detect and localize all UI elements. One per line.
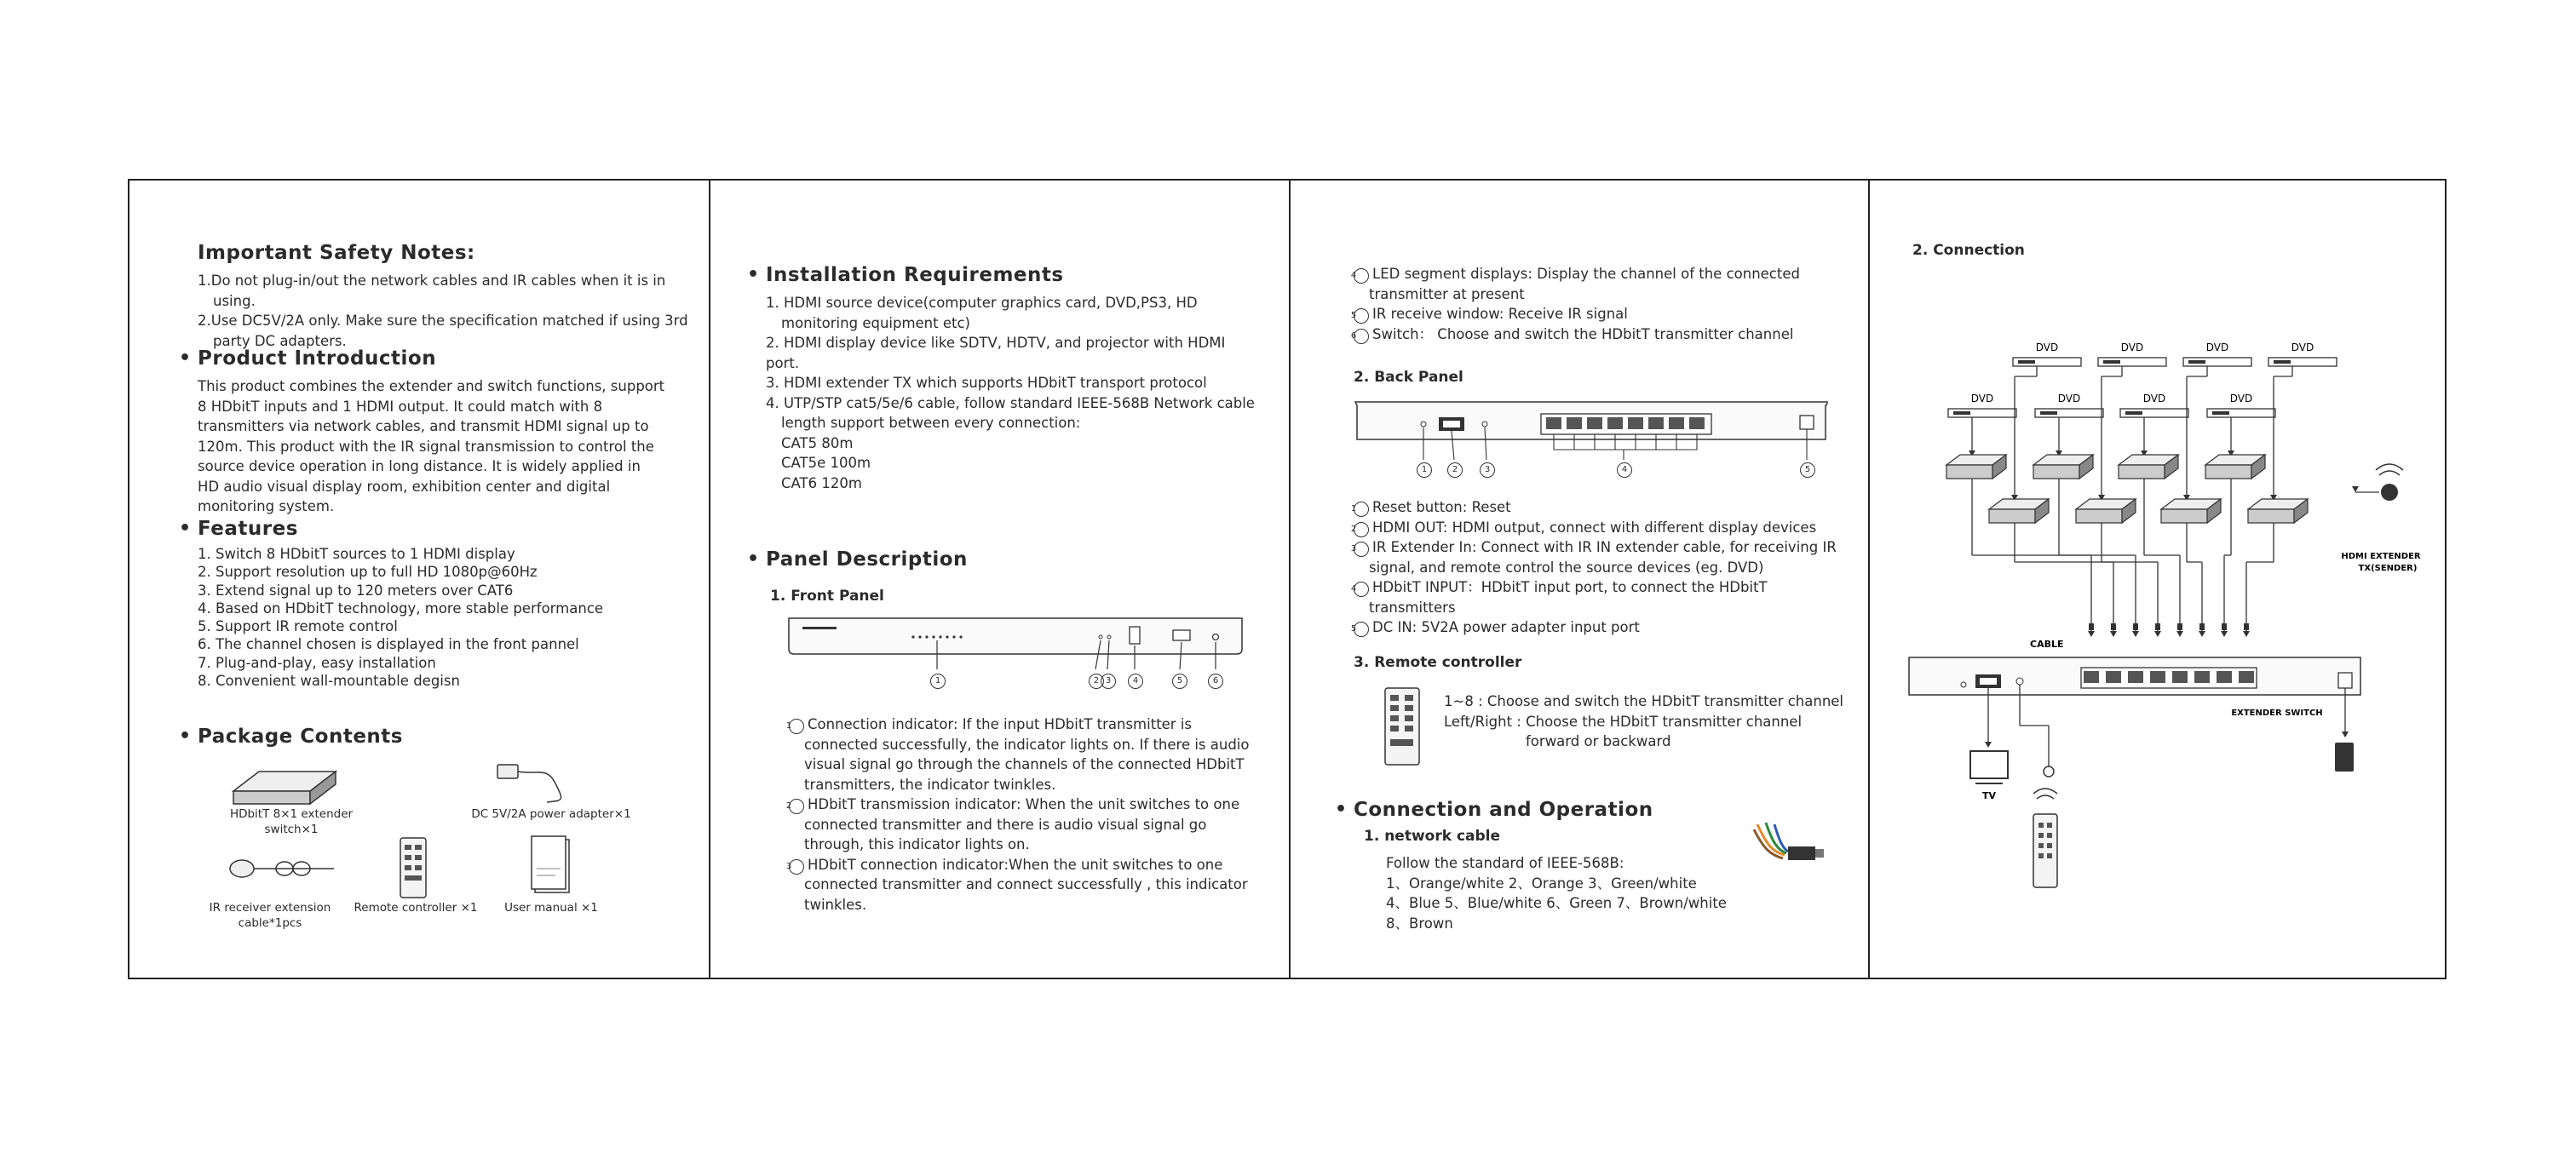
feature-item: 4. Based on HDbitT technology, more stable performance [198, 600, 604, 617]
features-title: • Features [198, 518, 298, 540]
network-cable-title: 1. network cable [1364, 828, 1501, 845]
back-note: 3 IR Extender In: Connect with IR IN extender cable, for receiving IR signal, and remote control the source devices (eg. DVD) [1350, 539, 1837, 576]
hdbitt-input-port [2217, 671, 2232, 683]
rj45-connector [2133, 623, 2138, 630]
rj45-connector [2244, 623, 2249, 630]
remote-key [2038, 853, 2044, 858]
tv-label: TV [1981, 790, 1997, 801]
back-notes [1350, 497, 1839, 638]
remote-key [2047, 823, 2052, 828]
front-note-4: 4 LED segment displays: Display the channel of the connected transmitter at present [1350, 266, 1800, 302]
rj45-plug-illustration [1751, 821, 1827, 872]
manual-sheet [128, 179, 2447, 979]
remote-title: 3. Remote controller [1354, 654, 1522, 671]
dvd-label: DVD [2120, 341, 2144, 353]
extender-tx-front [2248, 509, 2294, 523]
safety-list [198, 271, 692, 351]
rj45-connector [2177, 623, 2182, 630]
dvd-display [2125, 411, 2142, 415]
remote-key [2038, 843, 2044, 848]
dvd-display [2212, 411, 2229, 415]
remote-notes [1444, 691, 1853, 752]
back-note: 4 HDbitT INPUT：HDbitT input port, to connect the HDbitT transmitters [1350, 579, 1768, 616]
install-item: 3. HDMI extender TX which supports HDbitT transport protocol [766, 375, 1207, 391]
install-item: 2. HDMI display device like SDTV, HDTV, and projector with HDMI port. [766, 335, 1226, 371]
dvd-label: DVD [2291, 341, 2314, 353]
install-item: 1. HDMI source device(computer graphics card, DVD,PS3, HD monitoring equipment etc) [766, 295, 1198, 331]
dvd-display [2274, 360, 2291, 364]
front-callout-5: 5 [1172, 671, 1191, 689]
dvd-display [2040, 411, 2057, 415]
extender-tx-front [2161, 509, 2207, 523]
extender-tx-front [2119, 465, 2165, 479]
remote-key [2038, 833, 2044, 838]
feature-item: 5. Support IR remote control [198, 618, 398, 635]
power-adapter-illustration [487, 758, 581, 809]
hdbitt-input-port [2150, 671, 2165, 683]
intro-text: This product combines the extender and switch functions, support 8 HDbitT inputs and 1 HDMI output. It could match with 8 transmitters via network cables, and transmit HDMI signal up to 120m. This product with the IR signal transmission to control the source device operation in long distance. It is widely applied in HD audio visual display room, exhibition center and digital monitoring system. [198, 378, 665, 514]
dvd-label: DVD [2229, 393, 2253, 405]
extender-tx-front [1946, 465, 1992, 479]
network-cable-line: 4、Blue 5、Blue/white 6、Green 7、Brown/white [1386, 895, 1727, 911]
install-item: CAT5 80m [781, 434, 854, 451]
feature-item: 7. Plug-and-play, easy installation [198, 654, 436, 671]
dvd-label: DVD [2057, 393, 2081, 405]
rj45-connector [2111, 623, 2116, 630]
arrow-head [2088, 631, 2095, 637]
remote-key [2047, 843, 2052, 848]
remote-line-2: Left/Right : Choose the HDbitT transmitter channel [1444, 713, 1803, 730]
dvd-label: DVD [1970, 393, 1994, 405]
ir-wave-icon [2037, 795, 2054, 799]
manual-illustration [526, 835, 578, 899]
feature-item: 6. The channel chosen is displayed in the front pannel [198, 636, 579, 653]
hdbitt-input-port [2106, 671, 2121, 683]
remote-key [2038, 823, 2044, 828]
ir-wave-icon [2376, 464, 2403, 470]
network-cable-line: 8、Brown [1386, 915, 1453, 932]
arrow-head [2221, 631, 2228, 637]
package-item-adapter: DC 5V/2A power adapter×1 [471, 807, 631, 821]
dvd-label: DVD [2205, 341, 2229, 353]
ir-wave-icon [2033, 789, 2057, 794]
back-note: 1 Reset button: Reset [1350, 499, 1511, 515]
arrow-head [2352, 486, 2359, 492]
ir-sensor [2381, 484, 2398, 501]
hdmi-out-port-inner [1980, 678, 1997, 685]
safety-title: Important Safety Notes: [198, 242, 475, 264]
panel-installation [709, 181, 1289, 978]
back-callout-3: 3 [1480, 460, 1498, 478]
install-title: • Installation Requirements [766, 264, 1064, 286]
back-panel-title: 2. Back Panel [1354, 369, 1463, 386]
panel-product-info [129, 181, 709, 978]
panel-connection-diagram [1868, 181, 2448, 978]
dvd-label: DVD [2142, 393, 2166, 405]
rj45-connector [2089, 623, 2094, 630]
arrow-head [2243, 631, 2250, 637]
back-note: 5 DC IN: 5V2A power adapter input port [1350, 619, 1640, 635]
front-note-2: 2 HDbitT transmission indicator: When the unit switches to one connected transmitter and there is audio visual signal go through, this indicator lights on. [785, 796, 1240, 852]
front-note-3: 3 HDbitT connection indicator:When the unit switches to one connected transmitter and connect successfully , this indicator twinkles. [785, 856, 1248, 913]
cable-label: CABLE [2030, 639, 2064, 650]
arrow-head [2176, 631, 2183, 637]
package-item-manual: User manual ×1 [504, 901, 598, 915]
connection-diagram-title: 2. Connection [1912, 242, 2025, 259]
extender-label: HDMI EXTENDER TX(SENDER) [2341, 552, 2421, 573]
dvd-display [2188, 360, 2205, 364]
remote-key [2047, 853, 2052, 858]
back-callout-4: 4 [1617, 460, 1636, 478]
dvd-label: DVD [2035, 341, 2059, 353]
extender-tx-front [2076, 509, 2122, 523]
extender-switch-illustration [225, 761, 344, 812]
front-callout-3: 3 [1101, 671, 1119, 689]
front-panel-title: 1. Front Panel [770, 588, 884, 605]
package-item-switch: HDbitT 8×1 extender switch×1 [229, 807, 354, 836]
intro-title: • Product Introduction [198, 347, 436, 370]
dvd-display [1953, 411, 1970, 415]
switch-label: EXTENDER SWITCH [2231, 709, 2323, 718]
ir-cable-illustration [223, 845, 342, 896]
remote-line-1: 1~8 : Choose and switch the HDbitT transmitter channel [1444, 693, 1844, 709]
hdbitt-input-port [2128, 671, 2143, 683]
safety-item: 1.Do not plug-in/out the network cables and IR cables when it is in using. [198, 273, 666, 309]
package-item-ir-cable: IR receiver extension cable*1pcs [209, 901, 331, 930]
front-note-1: 1 Connection indicator: If the input HDbitT transmitter is connected successfully, the indicator lights on. If there is audio visual signal go through the channels of the connected HDbitT transmitters, the indicator twinkles. [785, 716, 1250, 793]
arrow-head [2110, 631, 2117, 637]
safety-item: 2.Use DC5V/2A only. Make sure the specification matched if using 3rd party DC adapters. [198, 313, 688, 349]
package-title: • Package Contents [198, 726, 403, 748]
install-item: CAT5e 100m [781, 455, 871, 471]
arrow-head [1985, 742, 1992, 748]
install-item: CAT6 120m [781, 474, 862, 491]
hdbitt-input-port [2084, 671, 2099, 683]
back-callout-1: 1 [1417, 460, 1435, 478]
front-callout-4: 4 [1128, 671, 1147, 689]
dvd-display [2018, 360, 2035, 364]
front-notes [785, 714, 1253, 915]
back-callout-2: 2 [1447, 460, 1466, 478]
front-callout-2: 2 [1089, 671, 1107, 689]
network-cable-line: Follow the standard of IEEE-568B: [1386, 855, 1624, 871]
dvd-display [2103, 360, 2120, 364]
install-list [766, 293, 1260, 493]
package-item-remote: Remote controller ×1 [354, 901, 478, 915]
back-callout-5: 5 [1800, 460, 1819, 478]
front-callout-6: 6 [1208, 671, 1227, 689]
connection-title: • Connection and Operation [1354, 799, 1653, 821]
ir-receiver-icon [2044, 766, 2054, 777]
front-callout-1: 1 [930, 671, 949, 689]
rj45-connector [2155, 623, 2160, 630]
feature-item: 8. Convenient wall-mountable degisn [198, 673, 460, 690]
tv [1970, 751, 2008, 778]
connection-diagram [1870, 181, 2450, 981]
feature-item: 3. Extend signal up to 120 meters over CAT6 [198, 582, 514, 599]
arrow-head [2342, 732, 2349, 737]
feature-item: 2. Support resolution up to full HD 1080p@60Hz [198, 564, 538, 581]
remote-key [2047, 833, 2052, 838]
extender-tx-front [1989, 509, 2035, 523]
remote-illustration [397, 836, 431, 901]
panel-back-remote [1289, 181, 1868, 978]
network-cable-line: 1、Orange/white 2、Orange 3、Green/white [1386, 875, 1697, 892]
hdbitt-input-port [2239, 671, 2254, 683]
remote-controller [2033, 814, 2057, 887]
back-note: 2 HDMI OUT: HDMI output, connect with different display devices [1350, 519, 1817, 536]
remote-line-3: forward or backward [1526, 733, 1671, 749]
arrow-head [2154, 631, 2161, 637]
rj45-connector [2222, 623, 2227, 630]
power-adapter [2335, 743, 2354, 772]
arrow-head [2132, 631, 2139, 637]
extender-tx-front [2033, 465, 2079, 479]
feature-item: 1. Switch 8 HDbitT sources to 1 HDMI display [198, 546, 515, 562]
install-item: 4. UTP/STP cat5/5e/6 cable, follow standard IEEE-568B Network cable length support between every connection: [766, 394, 1255, 431]
rj45-connector [2199, 623, 2205, 630]
dc-in-port [2338, 673, 2352, 688]
front-notes-cont [1350, 264, 1831, 344]
network-cable-lines [1386, 853, 1795, 933]
front-note-6: 6 Switch： Choose and switch the HDbitT transmitter channel [1350, 325, 1794, 342]
extender-tx-front [2205, 465, 2251, 479]
remote-diagram [1383, 686, 1422, 768]
front-note-5: 5 IR receive window: Receive IR signal [1350, 306, 1628, 322]
panel-desc-title: • Panel Description [766, 548, 968, 571]
features-list [198, 545, 675, 690]
hdbitt-input-port [2194, 671, 2210, 683]
ir-wave-icon [2379, 471, 2400, 475]
arrow-head [2199, 631, 2205, 637]
hdbitt-input-port [2172, 671, 2188, 683]
